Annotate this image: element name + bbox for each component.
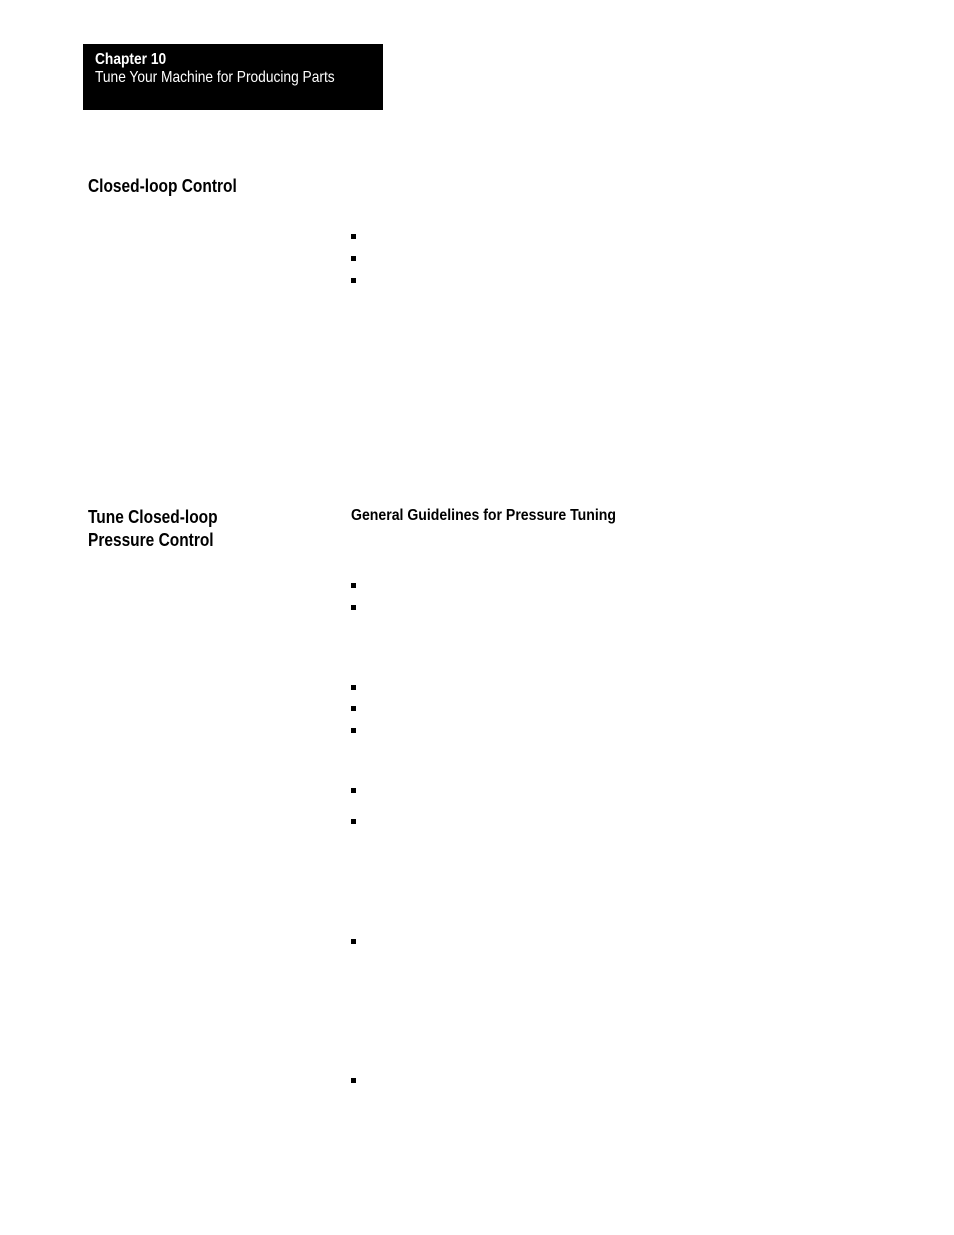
bullet-marker [351,819,356,824]
bullet-marker [351,788,356,793]
subheading-pressure-tuning: General Guidelines for Pressure Tuning [351,507,616,524]
section-heading-line: Tune Closed-loop [88,507,218,527]
bullet-marker [351,685,356,690]
bullet-marker [351,939,356,944]
chapter-number: Chapter 10 [95,51,167,68]
bullet-marker [351,583,356,588]
section-heading-closed-loop-control: Closed-loop Control [88,176,237,196]
chapter-header [83,44,383,110]
bullet-marker [351,1078,356,1083]
chapter-title: Tune Your Machine for Producing Parts [95,69,335,86]
section-heading-line: Pressure Control [88,530,214,550]
bullet-marker [351,256,356,261]
bullet-marker [351,728,356,733]
bullet-marker [351,278,356,283]
bullet-marker [351,234,356,239]
bullet-marker [351,605,356,610]
bullet-marker [351,706,356,711]
section-heading-tune-pressure [88,506,218,552]
